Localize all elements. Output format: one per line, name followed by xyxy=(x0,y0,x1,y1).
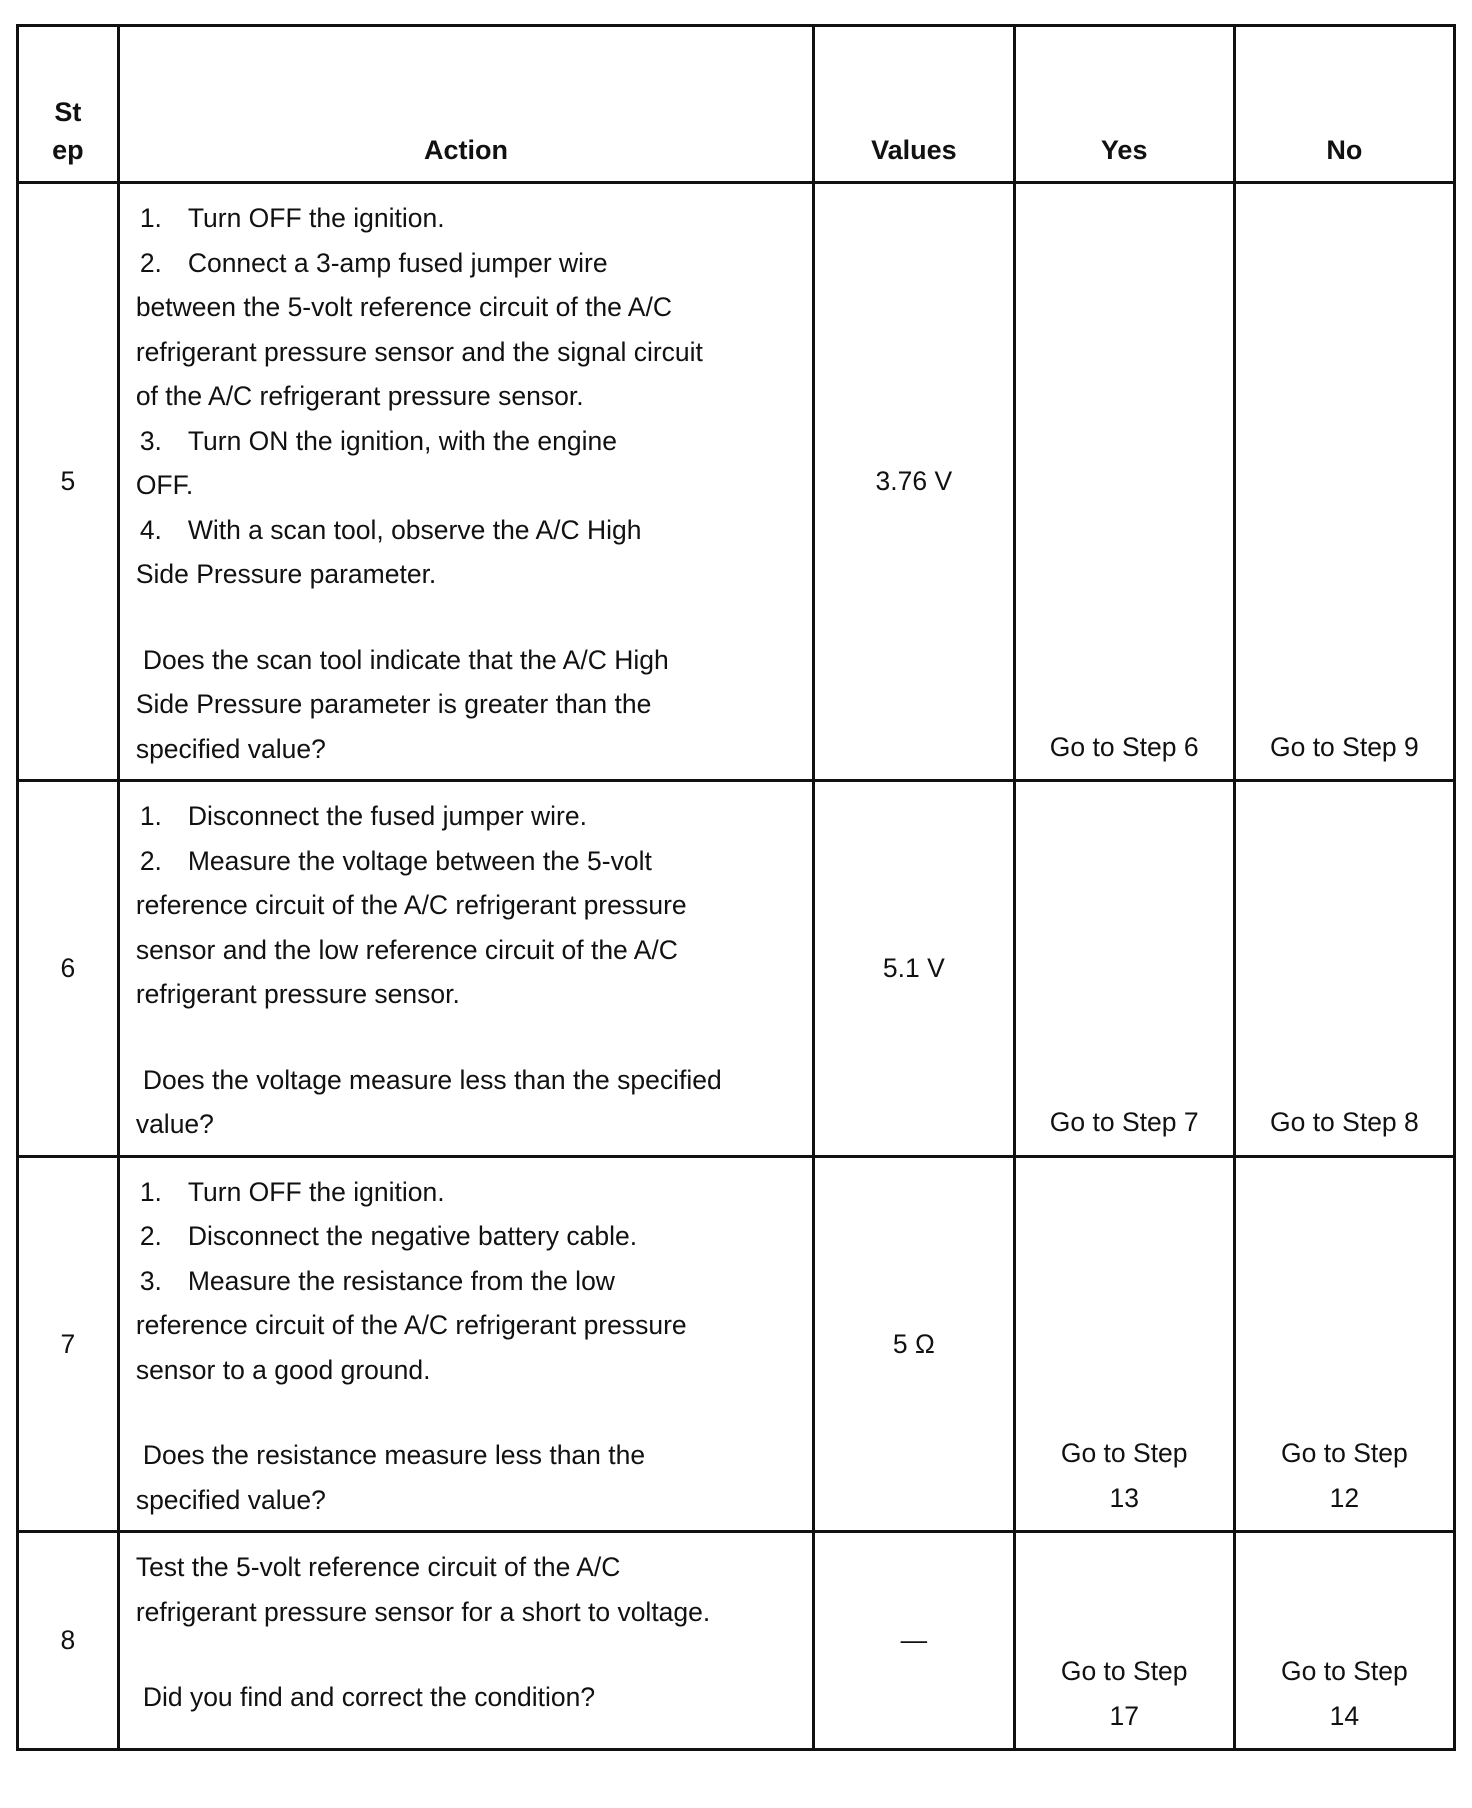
step-number: 8 xyxy=(18,1532,119,1750)
instruction-number: 1. xyxy=(139,203,162,233)
instruction-text: Measure the resistance from the low xyxy=(187,1265,615,1296)
instruction-text: Connect a 3-amp fused jumper wire xyxy=(187,247,608,278)
yes-target-line: Go to Step 6 xyxy=(1049,731,1199,762)
instruction-line xyxy=(136,1348,798,1393)
diagnostic-table xyxy=(16,24,1456,1751)
header-action: Action xyxy=(118,26,813,183)
instruction-text: Turn OFF the ignition. xyxy=(187,1176,445,1207)
no-target-line: Go to Step 9 xyxy=(1269,731,1419,762)
header-row xyxy=(18,26,1455,183)
table-row xyxy=(18,781,1455,1157)
yes-target-line: Go to Step xyxy=(1060,1656,1188,1686)
no-target-line: Go to Step xyxy=(1281,1656,1408,1686)
value-cell: — xyxy=(814,1532,1014,1750)
instruction-line xyxy=(136,1170,798,1215)
yes-cell xyxy=(1014,1156,1234,1532)
no-cell xyxy=(1234,1532,1454,1750)
instruction-line xyxy=(136,928,798,973)
table-row xyxy=(18,183,1455,781)
instruction-number: 3. xyxy=(139,425,162,456)
instruction-line xyxy=(136,463,798,508)
instruction-line xyxy=(136,508,798,553)
action-cell xyxy=(118,183,813,781)
yes-cell xyxy=(1014,183,1234,781)
instruction-text: between the 5-volt reference circuit of the A/C xyxy=(135,292,672,322)
instruction-line xyxy=(136,285,798,330)
header-yes: Yes xyxy=(1014,26,1234,183)
instruction-line xyxy=(136,1590,798,1635)
question-line: Did you find and correct the condition? xyxy=(142,1682,596,1712)
question-line: Side Pressure parameter is greater than the xyxy=(135,689,652,719)
instruction-text: sensor to a good ground. xyxy=(135,1354,431,1385)
spacer xyxy=(136,1392,798,1433)
header-step-line-1: St xyxy=(54,97,82,127)
question-line: Does the resistance measure less than the xyxy=(142,1440,646,1470)
instruction-line xyxy=(136,1259,798,1304)
question-line: Does the voltage measure less than the specified xyxy=(142,1064,722,1095)
instruction-number: 2. xyxy=(139,247,162,278)
instruction-line xyxy=(136,419,798,464)
instruction-number: 4. xyxy=(139,514,162,545)
instruction-text: Turn OFF the ignition. xyxy=(187,203,445,233)
instruction-text: refrigerant pressure sensor for a short to voltage. xyxy=(135,1596,711,1627)
no-cell xyxy=(1234,1156,1454,1532)
instruction-line xyxy=(136,241,798,286)
header-step xyxy=(18,26,119,183)
no-target-line: 12 xyxy=(1329,1482,1360,1513)
instruction-text: sensor and the low reference circuit of the A/C xyxy=(135,934,678,965)
instruction-line xyxy=(136,1214,798,1259)
instruction-text: Side Pressure parameter. xyxy=(135,559,437,589)
question-line: specified value? xyxy=(135,1484,326,1515)
table-row xyxy=(18,1532,1455,1750)
yes-cell xyxy=(1014,1532,1234,1750)
table-row xyxy=(18,1156,1455,1532)
header-values: Values xyxy=(814,26,1014,183)
instruction-line xyxy=(136,1303,798,1348)
instruction-line xyxy=(136,839,798,884)
instruction-text: refrigerant pressure sensor and the signal circuit xyxy=(135,336,703,367)
no-target-line: Go to Step 8 xyxy=(1269,1107,1419,1137)
instruction-line xyxy=(136,374,798,419)
instruction-text: refrigerant pressure sensor. xyxy=(135,979,460,1009)
value-cell: 3.76 V xyxy=(814,183,1014,781)
spacer xyxy=(136,597,798,638)
yes-target-line: 13 xyxy=(1109,1482,1139,1513)
question-line: specified value? xyxy=(135,733,326,764)
instruction-line xyxy=(136,330,798,375)
spacer xyxy=(136,1634,798,1675)
instruction-text: Disconnect the negative battery cable. xyxy=(187,1221,638,1251)
instruction-text: Disconnect the fused jumper wire. xyxy=(187,801,587,831)
value-cell: 5 Ω xyxy=(814,1156,1014,1532)
instruction-line xyxy=(136,196,798,241)
value-cell: 5.1 V xyxy=(814,781,1014,1157)
instruction-line xyxy=(136,972,798,1017)
instruction-number: 2. xyxy=(139,1221,162,1251)
action-cell xyxy=(118,1532,813,1750)
action-cell xyxy=(118,1156,813,1532)
instruction-line xyxy=(136,1545,798,1590)
instruction-text: reference circuit of the A/C refrigerant pressure xyxy=(135,890,687,920)
instruction-text: reference circuit of the A/C refrigerant pressure xyxy=(135,1310,687,1340)
instruction-text: Test the 5-volt reference circuit of the A/C xyxy=(135,1552,621,1582)
no-target-line: 14 xyxy=(1329,1700,1360,1731)
question-line: value? xyxy=(135,1109,214,1139)
yes-target-line: Go to Step xyxy=(1060,1438,1188,1468)
step-number: 7 xyxy=(18,1156,119,1532)
yes-target-line: 17 xyxy=(1109,1700,1139,1731)
step-number: 5 xyxy=(18,183,119,781)
no-cell xyxy=(1234,183,1454,781)
instruction-line xyxy=(136,794,798,839)
instruction-number: 1. xyxy=(139,801,162,831)
instruction-number: 3. xyxy=(139,1265,162,1296)
table-body xyxy=(18,183,1455,1750)
header-step-line-2: ep xyxy=(52,135,84,165)
instruction-number: 2. xyxy=(139,845,162,876)
no-cell xyxy=(1234,781,1454,1157)
instruction-text: Turn ON the ignition, with the engine xyxy=(187,425,617,456)
instruction-text: With a scan tool, observe the A/C High xyxy=(187,514,642,545)
question-line: Does the scan tool indicate that the A/C High xyxy=(142,644,669,675)
spacer xyxy=(136,1017,798,1058)
instruction-text: Measure the voltage between the 5-volt xyxy=(187,845,652,876)
instruction-text: OFF. xyxy=(135,470,194,500)
instruction-number: 1. xyxy=(139,1176,162,1207)
step-number: 6 xyxy=(18,781,119,1157)
no-target-line: Go to Step xyxy=(1281,1438,1408,1468)
instruction-line xyxy=(136,552,798,597)
action-cell xyxy=(118,781,813,1157)
header-no: No xyxy=(1234,26,1454,183)
instruction-line xyxy=(136,883,798,928)
yes-cell xyxy=(1014,781,1234,1157)
instruction-text: of the A/C refrigerant pressure sensor. xyxy=(135,381,584,411)
yes-target-line: Go to Step 7 xyxy=(1049,1107,1199,1137)
